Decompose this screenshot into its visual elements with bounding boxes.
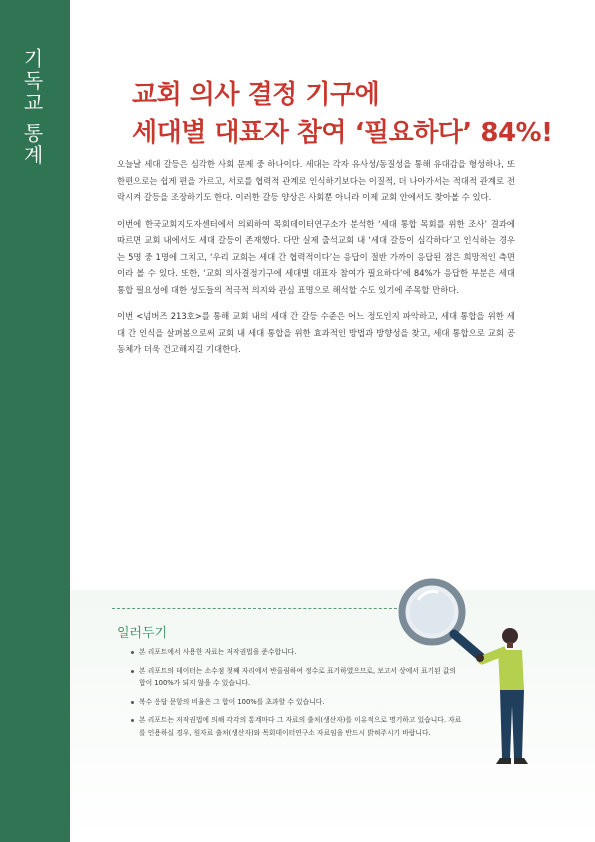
title-line-1: 교회 의사 결정 기구에 bbox=[132, 80, 380, 110]
side-band bbox=[0, 0, 70, 842]
list-item: 본 리포트는 저작권법에 의해 각각의 통계마다 그 자료의 출처(생산자)를 이유적으로 명기하고 있습니다. 자료를 인용하실 경우, 원자료 출처(생산자)와 목회데이터연구소 자료임을 반드시 밝혀주시기 바랍니다. bbox=[133, 714, 463, 739]
paragraph: 오늘날 세대 갈등은 심각한 사회 문제 중 하나이다. 세대는 각자 유사성/동질성을 통해 유대감을 형성하나, 또 한편으로는 쉽게 편을 가르고, 서로를 협력적 관계로 인식하기보다는 이질적, 더 나아가서는 적대적 관계로 전락시켜 갈등을 조장하기도 한다. 이러한 갈등 양상은 사회뿐 아니라 이제 교회 안에서도 찾아볼 수 있다. bbox=[117, 159, 515, 202]
paragraph: 이번에 한국교회지도자센터에서 의뢰하여 목회데이터연구소가 분석한 ‘세대 통합 목회를 위한 조사’ 결과에 따르면 교회 내에서도 세대 갈등이 존재했다. 다만 실제 출석교회 내 ‘세대 갈등이 심각하다’고 인식하는 경우는 5명 중 1명에 그치고, ‘우리 교회는 세대 간 협력적이다’는 응답이 절반 가까이 응답된 점은 희망적인 측면이라 볼 수 있다. 또한, ‘교회 의사결정기구에 세대별 대표자 참여가 필요하다’에 84%가 응답한 부분은 세대통합 필요성에 대한 성도들의 적극적 의지와 관심 표명으로 해석할 수도 있기에 주목할 만하다. bbox=[117, 218, 515, 295]
list-item: 본 리포트의 데이터는 소수점 첫째 자리에서 반올림하여 정수로 표기하였으므로, 보고서 상에서 표기된 값의 합이 100%가 되지 않을 수 있습니다. bbox=[133, 665, 463, 690]
list-item: 본 리포트에서 사용한 자료는 저작권법을 준수합니다. bbox=[133, 646, 463, 659]
title-line-2: 세대별 대표자 참여 ‘필요하다’ 84%! bbox=[132, 118, 553, 148]
list-item: 복수 응답 문항의 비율은 그 합이 100%를 초과할 수 있습니다. bbox=[133, 696, 463, 709]
page-title bbox=[132, 76, 552, 152]
notes-divider bbox=[112, 608, 412, 609]
section-label: 기독교 통계 bbox=[20, 48, 44, 167]
notes-title: 일러두기 bbox=[117, 626, 168, 641]
intro-body bbox=[117, 156, 515, 368]
person-with-magnifying-glass-icon bbox=[398, 566, 538, 781]
paragraph: 이번 <넘버즈 213호>를 통해 교회 내의 세대 간 갈등 수준은 어느 정도인지 파악하고, 세대 통합을 위한 세대 간 인식을 살펴봄으로써 교회 내 세대 통합을 위한 효과적인 방법과 방향성을 찾고, 세대 통합으로 교회 공동체가 더욱 건고해지길 기대한다. bbox=[117, 311, 515, 354]
